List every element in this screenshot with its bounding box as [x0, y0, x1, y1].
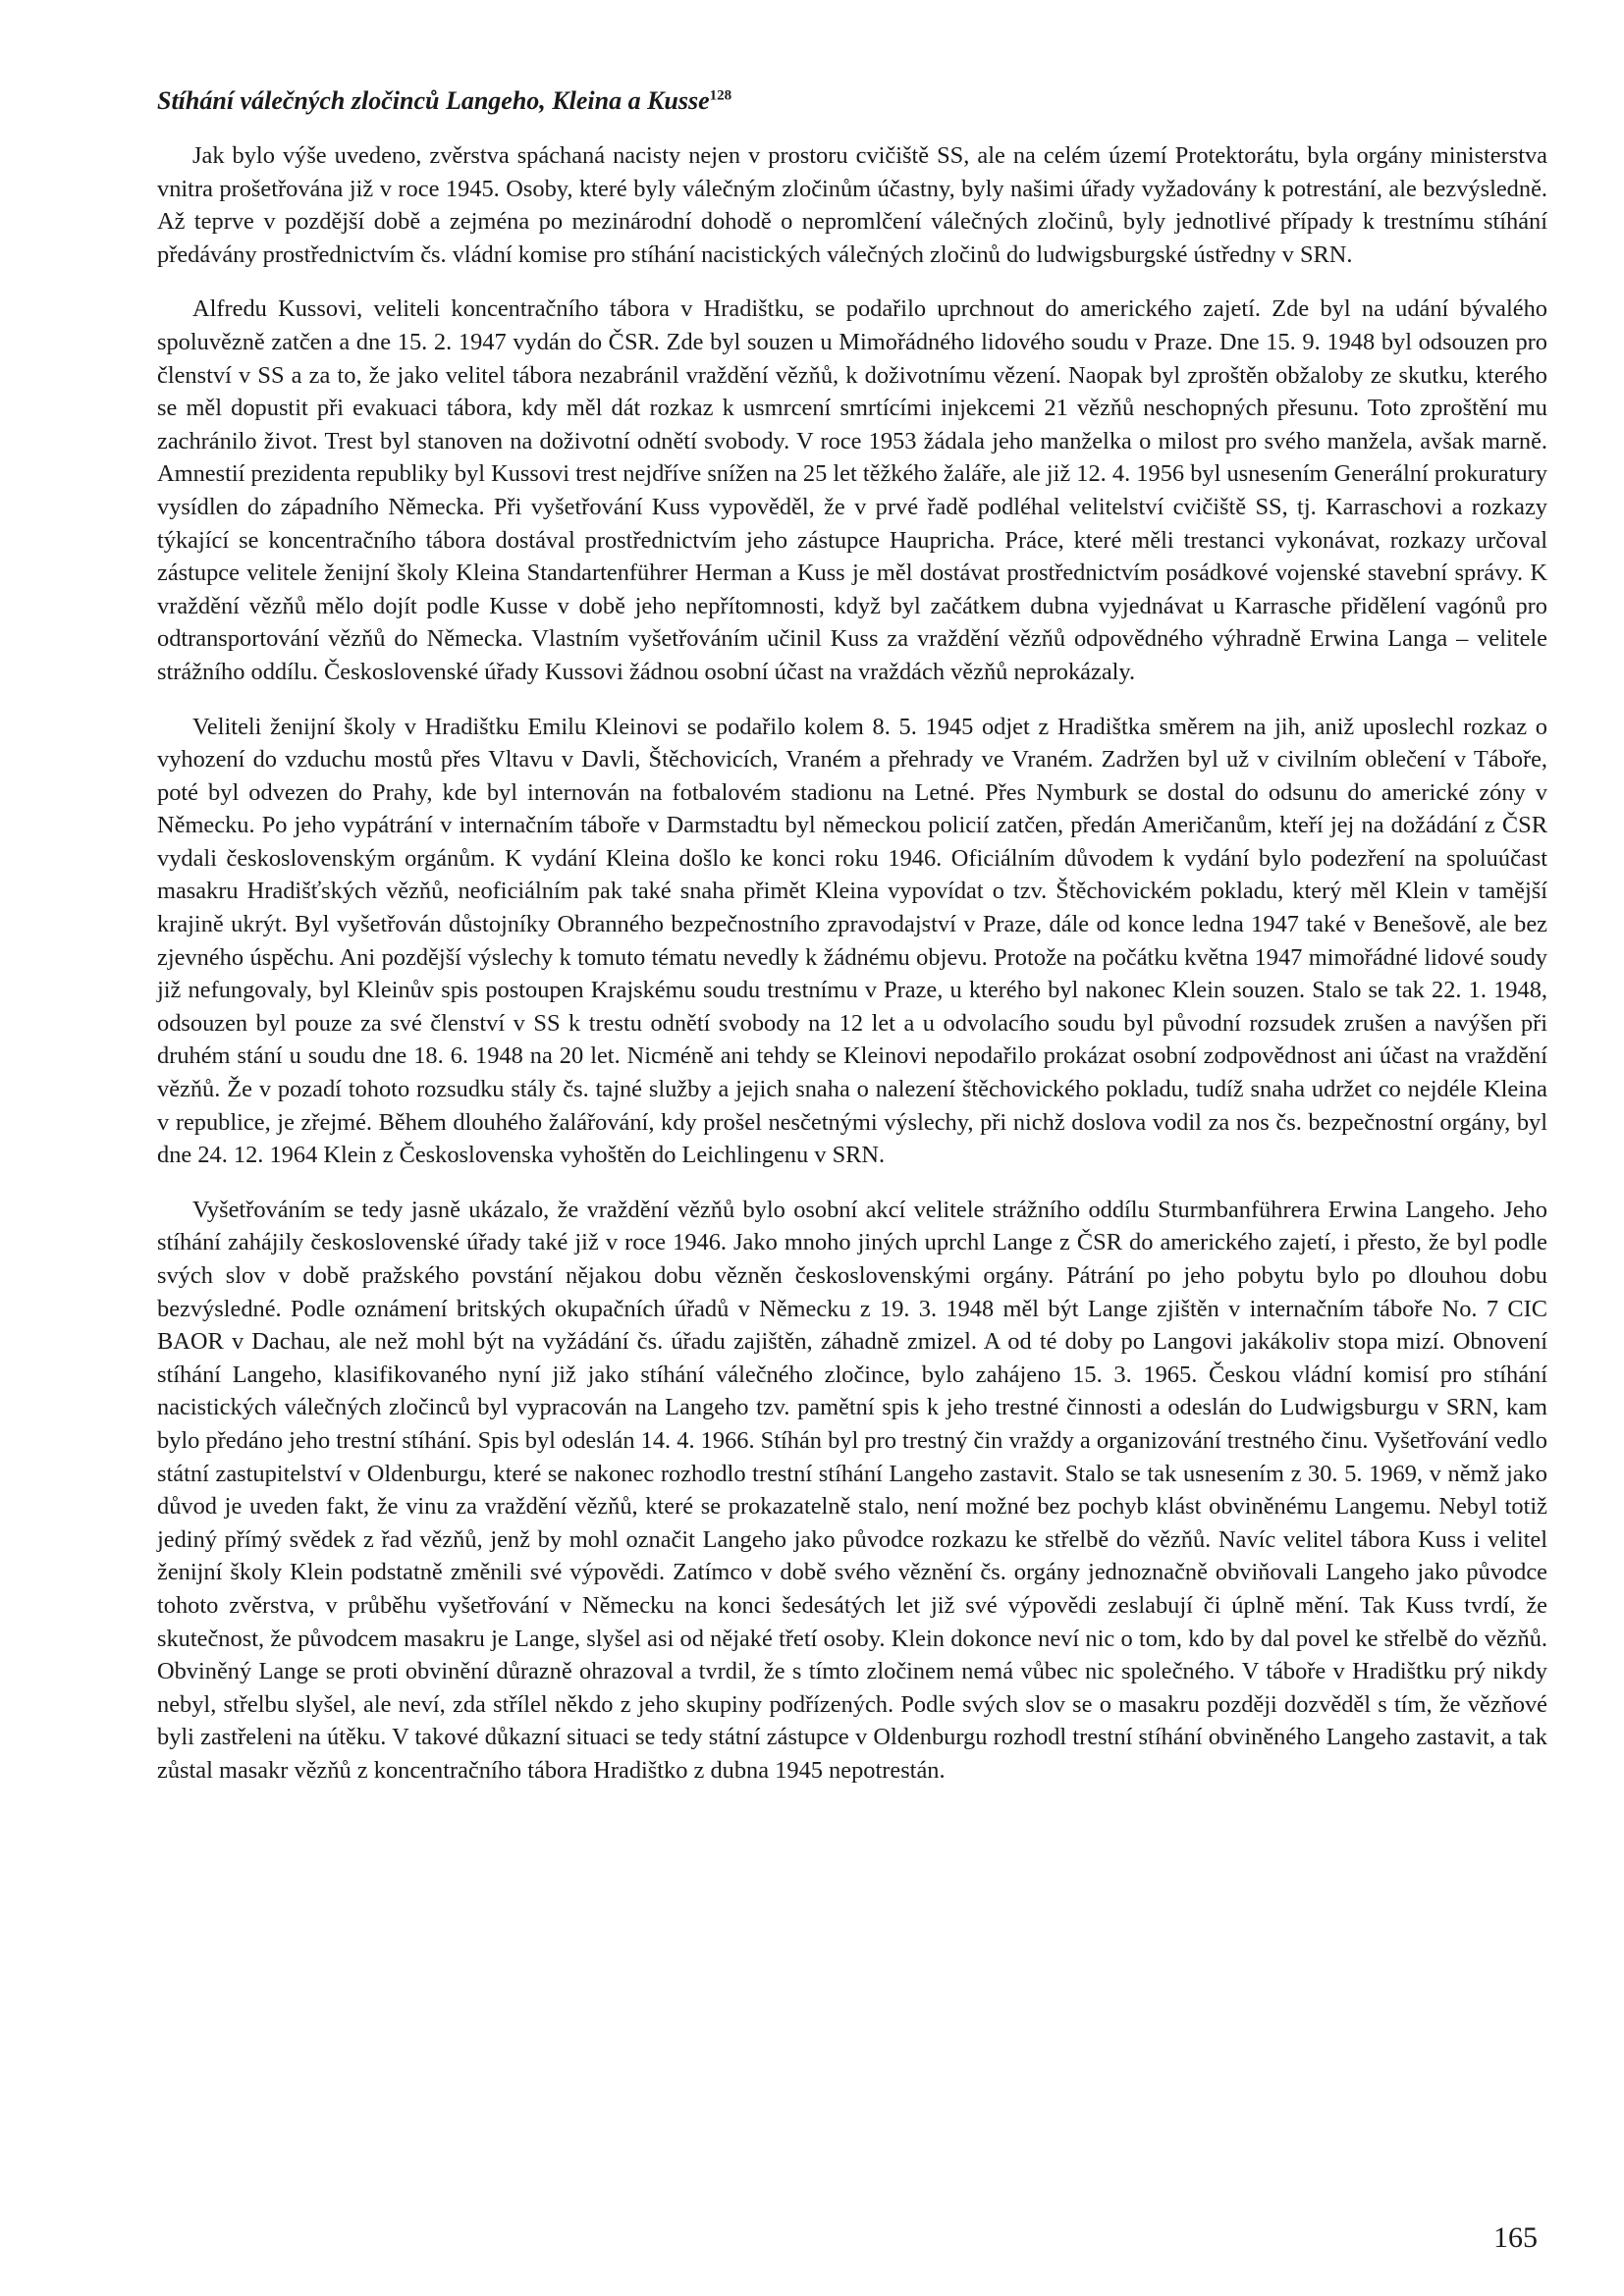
paragraph-kuss: Alfredu Kussovi, veliteli koncentračního tábora v Hradištku, se podařilo uprchnout do amerického zajetí. Zde byl na udání bývalého spoluvězně zatčen a dne 15. 2. 1947 vydán do ČSR. Zde byl souzen u Mimořádného lidového soudu v Praze. Dne 15. 9. 1948 byl odsouzen pro členství v SS a za to, že jako velitel tábora nezabránil vraždění vězňů, k doživotnímu vězení. Naopak byl zproštěn obžaloby ze skutku, kterého se měl dopustit při evakuaci tábora, kdy měl dát rozkaz k usmrcení smrtícími injekcemi 21 vězňů neschopných přesunu. Toto zproštění mu zachránilo život. Trest byl stanoven na doživotní odnětí svobody. V roce 1953 žádala jeho manželka o milost pro svého manžela, avšak marně. Amnestií prezidenta republiky byl Kussovi trest nejdříve snížen na 25 let těžkého žaláře, ale již 12. 4. 1956 byl usnesením Generální prokuratury vysídlen do západního Německa. Při vyšetřování Kuss vypověděl, že v prvé řadě podléhal velitelství cvičiště SS, tj. Karraschovi a rozkazy týkající se koncentračního tábora dostával prostřednictvím jeho zástupce Haupricha. Práce, které měli trestanci vykonávat, rozkazy určoval zástupce velitele ženijní školy Kleina Standartenführer Herman a Kuss je měl dostávat prostřednictvím posádkové vojenské stavební správy. K vraždění vězňů mělo dojít podle Kusse v době jeho nepřítomnosti, když byl začátkem dubna vyjednávat u Karrasche přidělení vagónů pro odtransportování vězňů do Německa. Vlastním vyšetřováním učinil Kuss za vraždění vězňů odpovědného výhradně Erwina Langa – velitele strážního oddílu. Československé úřady Kussovi žádnou osobní účast na vraždách vězňů neprokázaly. — [157, 295, 1547, 685]
paragraph-lange: Vyšetřováním se tedy jasně ukázalo, že vraždění vězňů bylo osobní akcí velitele strážního oddílu Sturmbanführera Erwina Langeho. Jeho stíhání zahájily československé úřady také již v roce 1946. Jako mnoho jiných uprchl Lange z ČSR do amerického zajetí, i přesto, že byl podle svých slov v době pražského povstání nějakou dobu vězněn československými orgány. Pátrání po jeho pobytu bylo po dlouhou dobu bezvýsledné. Podle oznámení britských okupačních úřadů v Německu z 19. 3. 1948 měl být Lange zjištěn v internačním táboře No. 7 CIC BAOR v Dachau, ale než mohl být na vyžádání čs. úřadu zajištěn, záhadně zmizel. A od té doby po Langovi jakákoliv stopa mizí. Obnovení stíhání Langeho, klasifikovaného nyní již jako stíhání válečného zločince, bylo zahájeno 15. 3. 1965. Českou vládní komisí pro stíhání nacistických válečných zločinců byl vypracován na Langeho tzv. pamětní spis k jeho trestné činnosti a odeslán do Ludwigsburgu v SRN, kam bylo předáno jeho trestní stíhání. Spis byl odeslán 14. 4. 1966. Stíhán byl pro trestný čin vraždy a organizování trestného činu. Vyšetřování vedlo státní zastupitelství v Oldenburgu, které se nakonec rozhodlo trestní stíhání Langeho zastavit. Stalo se tak usnesením z 30. 5. 1969, v němž jako důvod je uveden fakt, že vinu za vraždění vězňů, které se prokazatelně stalo, není možné bez pochyb klást obviněnému Langemu. Nebyl totiž jediný přímý svědek z řad vězňů, jenž by mohl označit Langeho jako původce rozkazu ke střelbě do vězňů. Navíc velitel tábora Kuss i velitel ženijní školy Klein podstatně změnili své výpovědi. Zatímco v době svého věznění čs. orgány jednoznačně obviňovali Langeho jako původce tohoto zvěrstva, v průběhu vyšetřování v Německu na konci šedesátých let již své výpovědi zeslabují či úplně mění. Tak Kuss tvrdí, že skutečnost, že původcem masakru je Lange, slyšel asi od nějaké třetí osoby. Klein dokonce neví nic o tom, kdo by dal povel ke střelbě do vězňů. Obviněný Lange se proti obvinění důrazně ohrazoval a tvrdil, že s tímto zločinem nemá vůbec nic společného. V táboře v Hradištku prý nikdy nebyl, střelbu slyšel, ale neví, zda střílel někdo z jeho skupiny podřízených. Podle svých slov se o masakru později dozvěděl s tím, že vězňové byli zastřeleni na útěku. V takové důkazní situaci se tedy státní zástupce v Oldenburgu rozhodl trestní stíhání obviněného Langeho zastavit, a tak zůstal masakr vězňů z koncentračního tábora Hradištko z dubna 1945 nepotrestán. — [157, 1196, 1547, 1784]
paragraph-intro: Jak bylo výše uvedeno, zvěrstva spáchaná nacisty nejen v prostoru cvičiště SS, ale na celém území Protektorátu, byla orgány ministerstva vnitra prošetřována již v roce 1945. Osoby, které byly válečným zločinům účastny, byly našimi úřady vyžadovány k potrestání, ale bezvýsledně. Až teprve v pozdější době a zejména po mezinárodní dohodě o nepromlčení válečných zločinů, byly jednotlivé případy k trestnímu stíhání předávány prostřednictvím čs. vládní komise pro stíhání nacistických válečných zločinů do ludwigsburgské ústředny v SRN. — [157, 142, 1547, 268]
section-title: Stíhání válečných zločinců Langeho, Kleina a Kusse — [157, 86, 710, 115]
section-heading — [157, 84, 1547, 118]
page-number: 165 — [1493, 2221, 1538, 2254]
page-body — [157, 84, 1547, 1809]
footnote-reference[interactable]: 128 — [709, 87, 732, 104]
paragraph-klein: Veliteli ženijní školy v Hradištku Emilu Kleinovi se podařilo kolem 8. 5. 1945 odjet z Hradištka směrem na jih, aniž uposlechl rozkaz o vyhození do vzduchu mostů přes Vltavu v Davli, Štěchovicích, Vraném a přehrady ve Vraném. Zadržen byl už v civilním oblečení v Táboře, poté byl odvezen do Prahy, kde byl internován na fotbalovém stadionu na Letné. Přes Nymburk se dostal do odsunu do americké zóny v Německu. Po jeho vypátrání v internačním táboře v Darmstadtu byl německou policií zatčen, předán Američanům, kteří jej na dožádání z ČSR vydali československým orgánům. K vydání Kleina došlo ke konci roku 1946. Oficiálním důvodem k vydání bylo podezření na spoluúčast masakru Hradišťských vězňů, neoficiálním pak také snaha přimět Kleina vypovídat o tzv. Štěchovickém pokladu, který měl Klein v tamější krajině ukrýt. Byl vyšetřován důstojníky Obranného bezpečnostního zpravodajství v Praze, dále od konce ledna 1947 také v Benešově, ale bez zjevného úspěchu. Ani pozdější výslechy k tomuto tématu nevedly k žádnému objevu. Protože na počátku května 1947 mimořádné lidové soudy již nefungovaly, byl Kleinův spis postoupen Krajskému soudu trestnímu v Praze, u kterého byl nakonec Klein souzen. Stalo se tak 22. 1. 1948, odsouzen byl pouze za své členství v SS k trestu odnětí svobody na 12 let a u odvolacího soudu byl původní rozsudek zrušen a navýšen při druhém stání u soudu dne 18. 6. 1948 na 20 let. Nicméně ani tehdy se Kleinovi nepodařilo prokázat osobní zodpovědnost ani účast na vraždění vězňů. Že v pozadí tohoto rozsudku stály čs. tajné služby a jejich snaha o nalezení štěchovického pokladu, tudíž snaha udržet co nejdéle Kleina v republice, je zřejmé. Během dlouhého žalářování, kdy prošel nesčetnými výslechy, při nichž doslova vodil za nos čs. bezpečnostní orgány, byl dne 24. 12. 1964 Klein z Československa vyhoštěn do Leichlingenu v SRN. — [157, 713, 1547, 1169]
